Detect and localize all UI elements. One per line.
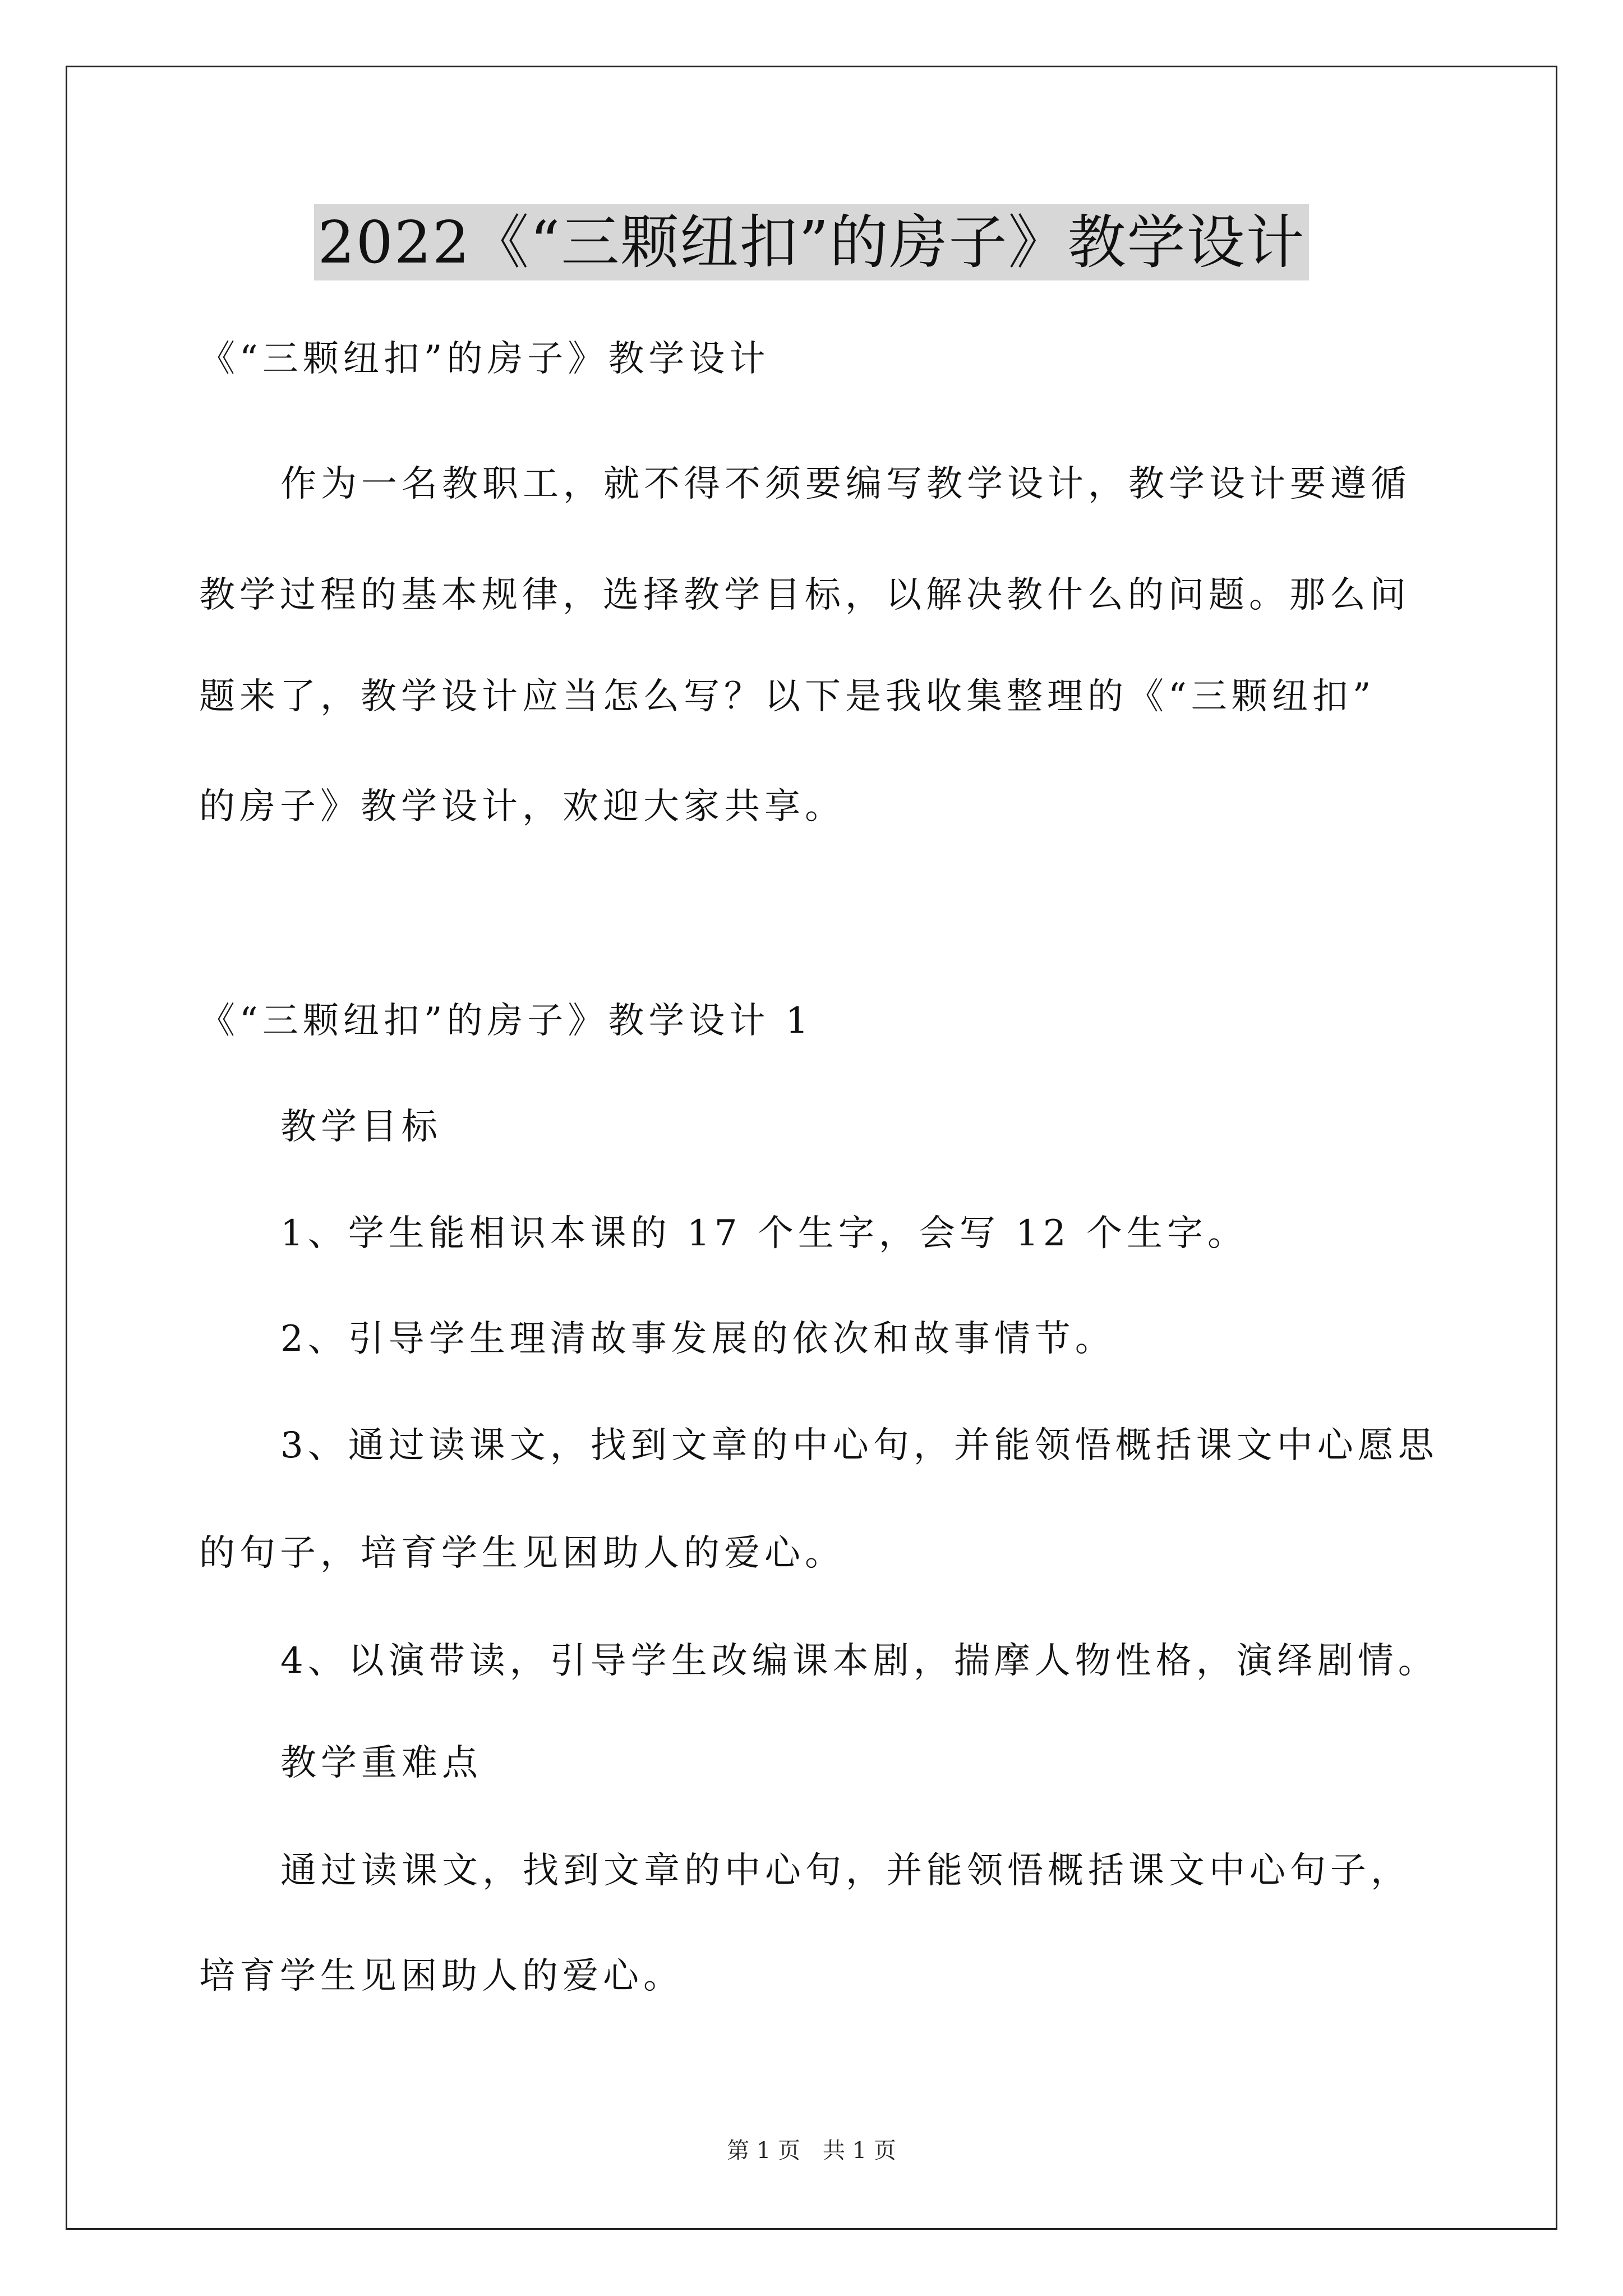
title-container (0, 204, 1623, 280)
objective-item-continued: 的句子，培育学生见困助人的爱心。 (199, 1533, 845, 1574)
key-points-text: 通过读课文，找到文章的中心句，并能领悟概括课文中心句子， (280, 1850, 1411, 1892)
paragraph-line: 作为一名教职工，就不得不须要编写教学设计，教学设计要遵循 (280, 463, 1411, 505)
paragraph-line: 题来了，教学设计应当怎么写？以下是我收集整理的《“三颗纽扣” (199, 676, 1376, 717)
objective-item: 4、以演带读，引导学生改编课本剧，揣摩人物性格，演绎剧情。 (280, 1640, 1438, 1682)
objective-item: 2、引导学生理清故事发展的依次和故事情节。 (280, 1318, 1115, 1360)
section-heading: 《“三颗纽扣”的房子》教学设计 1 (199, 1000, 813, 1042)
key-points-text-continued: 培育学生见困助人的爱心。 (199, 1955, 684, 1997)
document-title: 2022《“三颗纽扣”的房子》教学设计 (314, 204, 1308, 280)
paragraph-line: 教学过程的基本规律，选择教学目标，以解决教什么的问题。那么问 (199, 574, 1410, 616)
subheading-key-points: 教学重难点 (280, 1742, 482, 1784)
paragraph-line: 的房子》教学设计，欢迎大家共享。 (199, 786, 845, 827)
objective-item: 3、通过读课文，找到文章的中心句，并能领悟概括课文中心愿思 (280, 1425, 1438, 1466)
objective-item: 1、学生能相识本课的 17 个生字，会写 12 个生字。 (280, 1213, 1248, 1254)
subtitle-line: 《“三颗纽扣”的房子》教学设计 (199, 338, 770, 380)
page-footer: 第 1 页 共 1 页 (727, 2138, 896, 2164)
subheading-objectives: 教学目标 (280, 1106, 442, 1148)
